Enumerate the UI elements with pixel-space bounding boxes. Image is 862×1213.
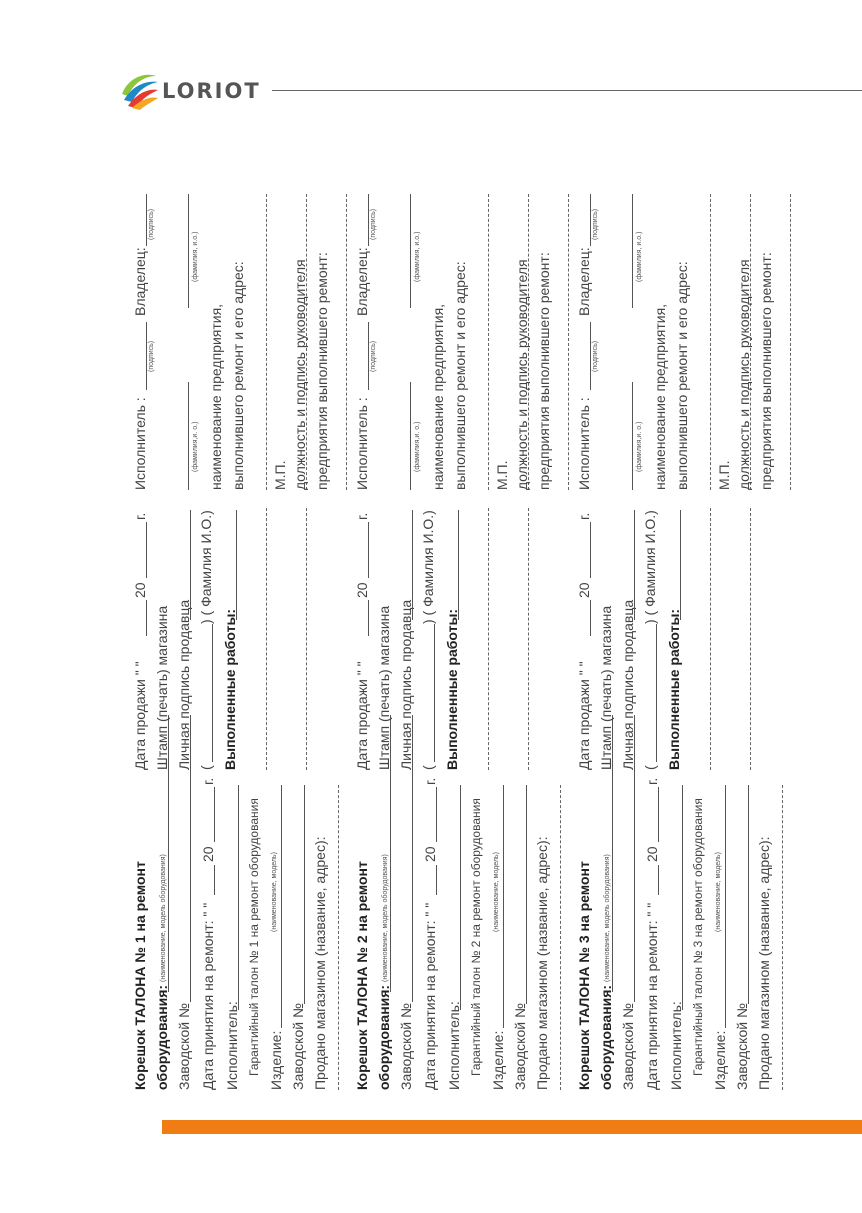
fill-in-line xyxy=(212,624,213,762)
stub-serial-label-2: Заводской № xyxy=(512,1003,528,1090)
stub-work-done-label: Выполненные работы: xyxy=(222,608,238,770)
stub-warranty-note: Гарантийный талон № 1 на ремонт оборудования xyxy=(247,798,261,1076)
stub-title: Корешок ТАЛОНА № 3 на ремонт xyxy=(576,861,592,1090)
stub-owner-label: Владелец: xyxy=(576,247,592,316)
fill-in-line xyxy=(146,600,147,636)
fill-in-line xyxy=(281,785,282,1028)
stub-year-prefix: 20 xyxy=(354,582,370,598)
stub-seller-name-bracket: ( xyxy=(642,765,658,770)
stub-stamp-label: М.П. xyxy=(272,460,288,490)
stub-title: Корешок ТАЛОНА № 1 на ремонт xyxy=(132,861,148,1090)
footer-accent-bar xyxy=(162,1120,862,1134)
separator-line xyxy=(488,194,489,490)
separator-line xyxy=(710,194,711,490)
stub-signature-caption: (подпись) xyxy=(370,340,377,372)
separator-line xyxy=(266,194,267,490)
fill-in-line xyxy=(146,522,147,578)
stub-sold-by-label: Продано магазином (название, адрес): xyxy=(312,836,328,1090)
stub-equipment-label: оборудования: xyxy=(376,984,392,1090)
fill-in-line xyxy=(658,787,659,842)
stub-warranty-note: Гарантийный талон № 3 на ремонт оборудования xyxy=(691,798,705,1076)
stub-product-caption: (наименование, модель) xyxy=(271,852,278,932)
stub-owner-signature-caption: (подпись) xyxy=(148,208,155,240)
stub-stamp-label: М.П. xyxy=(494,460,510,490)
stub-warranty-note: Гарантийный талон № 2 на ремонт оборудования xyxy=(469,798,483,1076)
separator-line xyxy=(710,508,711,770)
stub-accept-date-label: Дата принятия на ремонт: " " xyxy=(644,902,660,1090)
stub-work-done-label: Выполненные работы: xyxy=(444,608,460,770)
fill-in-line xyxy=(188,382,189,490)
stub-sold-by-label: Продано магазином (название, адрес): xyxy=(756,836,772,1090)
stub-shop-stamp-label: Штамп (печать) магазина xyxy=(376,605,392,770)
stub-product-label: Изделие: xyxy=(490,1030,506,1090)
stub-org-name-line2: выполнившего ремонт и его адрес: xyxy=(452,261,468,490)
fill-in-line xyxy=(436,787,437,842)
stub-equipment-caption: (наименование, модель оборудования) xyxy=(604,854,611,982)
fill-in-line xyxy=(590,522,591,578)
stub-head-signature-line2: предприятия выполнившего ремонт: xyxy=(536,252,552,490)
stub-equipment-label: оборудования: xyxy=(154,984,170,1090)
fill-in-line xyxy=(368,600,369,636)
stub-head-signature-line1: должность и подпись руководителя xyxy=(736,259,752,490)
stub-product-caption: (наименование, модель) xyxy=(493,852,500,932)
separator-line xyxy=(338,785,339,1090)
stub-serial-label-2: Заводской № xyxy=(290,1003,306,1090)
stub-year-prefix: 20 xyxy=(422,846,438,862)
fill-in-line xyxy=(460,785,461,1010)
stub-seller-signature-label: Личная подпись продавца xyxy=(620,599,636,770)
stub-serial-label: Заводской № xyxy=(176,1003,192,1090)
stub-org-name-line2: выполнившего ремонт и его адрес: xyxy=(674,261,690,490)
stub-serial-label: Заводской № xyxy=(398,1003,414,1090)
fill-in-line xyxy=(412,510,413,620)
separator-line xyxy=(782,785,783,1090)
stub-executor-label: Исполнитель: xyxy=(668,1001,684,1090)
separator-line xyxy=(266,508,267,770)
stub-year-suffix: г. xyxy=(576,512,592,520)
stub-name-caption-right: (фамилия, и.о.) xyxy=(192,231,199,282)
stubs-area xyxy=(130,150,774,1090)
stub-seller-name-bracket: ( xyxy=(198,765,214,770)
stub-shop-stamp-label: Штамп (печать) магазина xyxy=(154,605,170,770)
fill-in-line xyxy=(236,510,237,620)
fill-in-line xyxy=(238,785,239,1010)
fill-in-line xyxy=(188,194,189,308)
fill-in-line xyxy=(632,382,633,490)
stub-year-prefix: 20 xyxy=(132,582,148,598)
stub-owner-signature-caption: (подпись) xyxy=(370,208,377,240)
stub-executor-label-2: Исполнитель : xyxy=(576,397,592,490)
separator-line xyxy=(346,194,347,490)
stub-executor-label-2: Исполнитель : xyxy=(132,397,148,490)
fill-in-line xyxy=(682,785,683,1010)
fill-in-line xyxy=(410,194,411,308)
stub-owner-signature-caption: (подпись) xyxy=(592,208,599,240)
stub-accept-date-label: Дата принятия на ремонт: " " xyxy=(422,902,438,1090)
stub-owner-label: Владелец: xyxy=(354,247,370,316)
fill-in-line xyxy=(632,194,633,308)
stub-seller-signature-label: Личная подпись продавца xyxy=(398,599,414,770)
fill-in-line xyxy=(368,522,369,578)
stub-head-signature-line1: должность и подпись руководителя xyxy=(514,259,530,490)
fill-in-line xyxy=(658,865,659,895)
stub-sold-by-label: Продано магазином (название, адрес): xyxy=(534,836,550,1090)
stub-signature-caption: (подпись) xyxy=(592,340,599,372)
fill-in-line xyxy=(190,510,191,620)
fill-in-line xyxy=(368,194,369,246)
stub-product-label: Изделие: xyxy=(712,1030,728,1090)
stub-year-suffix: г. xyxy=(644,777,660,785)
stub-seller-name-caption: ) ( Фамилия И.О.) xyxy=(198,510,214,624)
stub-name-caption-left: (фамилия,и. о.) xyxy=(414,421,421,472)
stub-title: Корешок ТАЛОНА № 2 на ремонт xyxy=(354,861,370,1090)
stub-owner-label: Владелец: xyxy=(132,247,148,316)
fill-in-line xyxy=(146,322,147,390)
stub-name-caption-right: (фамилия, и.о.) xyxy=(414,231,421,282)
fill-in-line xyxy=(368,322,369,390)
separator-line xyxy=(560,785,561,1090)
stub-3 xyxy=(574,150,774,1090)
stub-year-suffix: г. xyxy=(422,777,438,785)
stub-seller-signature-label: Личная подпись продавца xyxy=(176,599,192,770)
fill-in-line xyxy=(634,510,635,620)
fill-in-line xyxy=(526,785,527,1004)
fill-in-line xyxy=(434,624,435,762)
separator-line xyxy=(790,194,791,490)
stub-accept-date-label: Дата принятия на ремонт: " " xyxy=(200,902,216,1090)
separator-line xyxy=(528,508,529,770)
stub-name-caption-left: (фамилия,и. о.) xyxy=(636,421,643,472)
stub-serial-label: Заводской № xyxy=(620,1003,636,1090)
stub-equipment-caption: (наименование, модель оборудования) xyxy=(382,854,389,982)
separator-line xyxy=(568,194,569,490)
fill-in-line xyxy=(214,787,215,842)
fill-in-line xyxy=(304,785,305,1004)
stub-executor-label: Исполнитель: xyxy=(224,1001,240,1090)
fill-in-line xyxy=(410,382,411,490)
stub-head-signature-line1: должность и подпись руководителя xyxy=(292,259,308,490)
logo-swirl-icon xyxy=(118,68,160,110)
stub-shop-stamp-label: Штамп (печать) магазина xyxy=(598,605,614,770)
stub-org-name-line1: наименование предприятия, xyxy=(208,303,224,490)
stub-signature-caption: (подпись) xyxy=(148,340,155,372)
fill-in-line xyxy=(458,510,459,620)
fill-in-line xyxy=(503,785,504,1028)
separator-line xyxy=(750,508,751,770)
fill-in-line xyxy=(214,865,215,895)
stub-product-caption: (наименование, модель) xyxy=(715,852,722,932)
stub-sale-date-label: Дата продажи " " xyxy=(354,661,370,770)
stub-serial-label-2: Заводской № xyxy=(734,1003,750,1090)
stub-head-signature-line2: предприятия выполнившего ремонт: xyxy=(758,252,774,490)
stub-sale-date-label: Дата продажи " " xyxy=(576,661,592,770)
stub-year-suffix: г. xyxy=(354,512,370,520)
stub-name-caption-left: (фамилия,и. о.) xyxy=(192,421,199,472)
stub-year-suffix: г. xyxy=(200,777,216,785)
stub-work-done-label: Выполненные работы: xyxy=(666,608,682,770)
fill-in-line xyxy=(590,194,591,246)
stub-product-label: Изделие: xyxy=(268,1030,284,1090)
stub-equipment-caption: (наименование, модель оборудования) xyxy=(160,854,167,982)
separator-line xyxy=(306,508,307,770)
separator-line xyxy=(488,508,489,770)
stub-org-name-line1: наименование предприятия, xyxy=(652,303,668,490)
stub-head-signature-line2: предприятия выполнившего ремонт: xyxy=(314,252,330,490)
header-rule xyxy=(272,90,862,91)
stub-seller-name-caption: ) ( Фамилия И.О.) xyxy=(420,510,436,624)
stub-executor-label-2: Исполнитель : xyxy=(354,397,370,490)
stub-org-name-line1: наименование предприятия, xyxy=(430,303,446,490)
stub-stamp-label: М.П. xyxy=(716,460,732,490)
stub-year-prefix: 20 xyxy=(200,846,216,862)
stub-seller-name-caption: ) ( Фамилия И.О.) xyxy=(642,510,658,624)
fill-in-line xyxy=(146,194,147,246)
stub-executor-label: Исполнитель: xyxy=(446,1001,462,1090)
stub-seller-name-bracket: ( xyxy=(420,765,436,770)
stub-org-name-line2: выполнившего ремонт и его адрес: xyxy=(230,261,246,490)
stub-year-prefix: 20 xyxy=(644,846,660,862)
stub-sale-date-label: Дата продажи " " xyxy=(132,661,148,770)
stub-year-suffix: г. xyxy=(132,512,148,520)
fill-in-line xyxy=(590,600,591,636)
fill-in-line xyxy=(725,785,726,1028)
stub-year-prefix: 20 xyxy=(576,582,592,598)
stub-name-caption-right: (фамилия, и.о.) xyxy=(636,231,643,282)
stub-equipment-label: оборудования: xyxy=(598,984,614,1090)
fill-in-line xyxy=(436,865,437,895)
fill-in-line xyxy=(680,510,681,620)
fill-in-line xyxy=(748,785,749,1004)
brand-name: LORIOT xyxy=(162,79,261,103)
fill-in-line xyxy=(656,624,657,762)
fill-in-line xyxy=(590,322,591,390)
stub-2 xyxy=(352,150,552,1090)
stub-1 xyxy=(130,150,330,1090)
